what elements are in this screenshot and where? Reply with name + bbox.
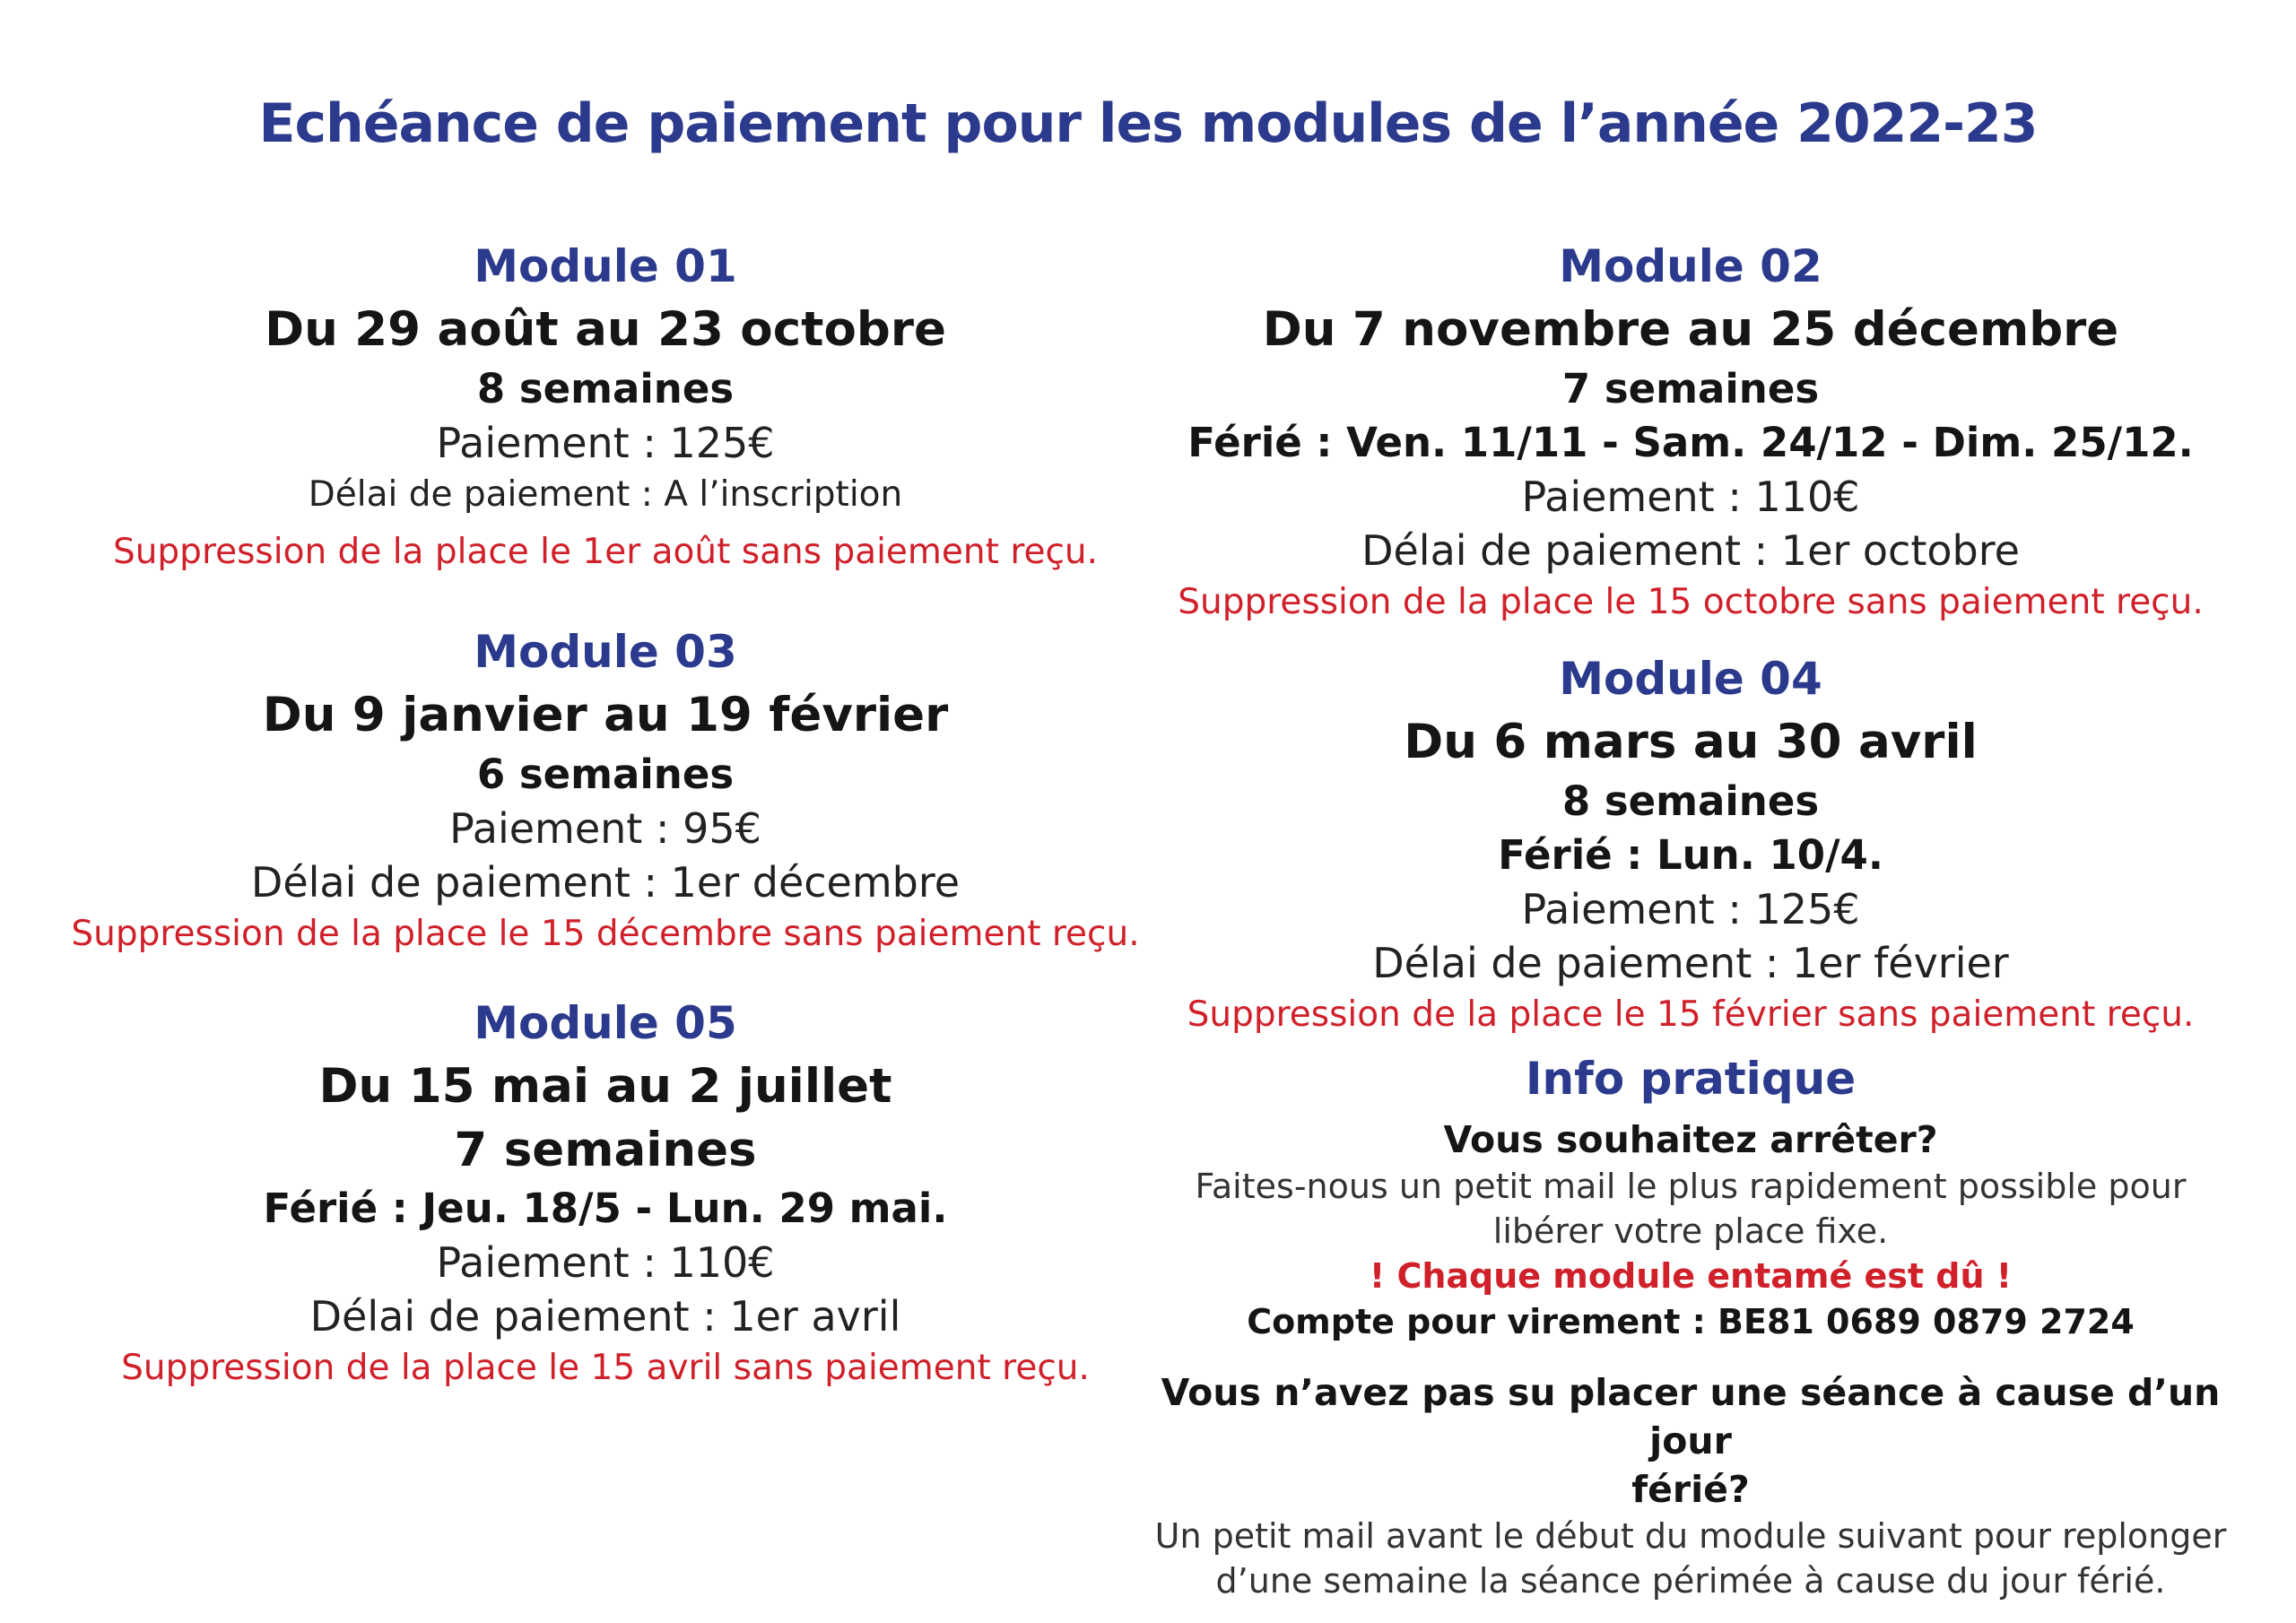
holiday-question-line: férié? — [1631, 1468, 1750, 1511]
module-suppression-notice: Suppression de la place le 15 décembre sans paiement reçu. — [71, 914, 1140, 954]
module-payment: Paiement : 110€ — [436, 1238, 775, 1287]
module-payment-delay: Délai de paiement : 1er décembre — [250, 858, 961, 907]
stop-question: Vous souhaitez arrêter? — [1443, 1118, 1938, 1161]
module-dates: Du 9 janvier au 19 février — [262, 688, 949, 742]
holiday-instructions-line: d’une semaine la séance périmée à cause du jour férié. — [1215, 1561, 2166, 1601]
stop-instructions-line: Faites-nous un petit mail le plus rapidement possible pour — [1195, 1167, 2187, 1206]
warning-notice: ! Chaque module entamé est dû ! — [1369, 1256, 2013, 1296]
module-05 — [36, 992, 1175, 1393]
left-column — [36, 235, 1175, 1393]
stop-instructions — [1121, 1164, 2260, 1254]
module-payment: Paiement : 125€ — [436, 419, 775, 467]
module-weeks: 7 semaines — [1561, 365, 1820, 412]
module-03 — [36, 621, 1175, 959]
module-holidays: Férié : Lun. 10/4. — [1498, 831, 1883, 879]
module-suppression-notice: Suppression de la place le 15 février sans paiement reçu. — [1187, 994, 2195, 1035]
module-weeks: 8 semaines — [1561, 777, 1820, 825]
module-title: Module 02 — [1559, 240, 1822, 292]
module-dates: Du 29 août au 23 octobre — [265, 302, 946, 357]
module-suppression-notice: Suppression de la place le 1er août sans paiement reçu. — [112, 532, 1099, 572]
module-suppression-notice: Suppression de la place le 15 octobre sans paiement reçu. — [1178, 582, 2204, 622]
module-holidays: Férié : Jeu. 18/5 - Lun. 29 mai. — [263, 1185, 948, 1232]
module-01 — [36, 235, 1175, 577]
module-payment-delay: Délai de paiement : 1er octobre — [1361, 526, 2020, 575]
holiday-instructions — [1121, 1514, 2260, 1603]
holiday-question — [1121, 1368, 2260, 1514]
module-payment-delay: Délai de paiement : A l’inscription — [308, 474, 903, 515]
stop-instructions-line: libérer votre place fixe. — [1492, 1211, 1889, 1251]
module-dates: Du 6 mars au 30 avril — [1404, 715, 1978, 769]
module-title: Module 01 — [474, 240, 737, 292]
bank-account: Compte pour virement : BE81 0689 0879 2724 — [1247, 1302, 2135, 1341]
info-title: Info pratique — [1525, 1053, 1857, 1105]
module-payment: Paiement : 110€ — [1521, 473, 1860, 521]
module-title: Module 04 — [1559, 653, 1822, 705]
module-payment: Paiement : 95€ — [449, 804, 761, 853]
module-holidays: Férié : Ven. 11/11 - Sam. 24/12 - Dim. 25/12. — [1187, 419, 2194, 466]
info-section — [1121, 1047, 2260, 1603]
page-title: Echéance de paiement pour les modules de l’année 2022-23 — [258, 92, 2038, 155]
module-weeks: 8 semaines — [476, 365, 735, 412]
module-title: Module 03 — [474, 626, 737, 678]
module-payment-delay: Délai de paiement : 1er avril — [309, 1292, 901, 1341]
module-weeks: 7 semaines — [454, 1123, 757, 1177]
module-payment-delay: Délai de paiement : 1er février — [1372, 939, 2009, 987]
module-dates: Du 7 novembre au 25 décembre — [1262, 302, 2119, 357]
module-weeks: 6 semaines — [476, 751, 735, 798]
module-payment: Paiement : 125€ — [1521, 885, 1860, 933]
holiday-question-line: Vous n’avez pas su placer une séance à cause d’un jour — [1161, 1371, 2221, 1462]
module-dates: Du 15 mai au 2 juillet — [318, 1059, 892, 1114]
holiday-instructions-line: Un petit mail avant le début du module suivant pour replonger — [1154, 1516, 2227, 1556]
module-suppression-notice: Suppression de la place le 15 avril sans paiement reçu. — [121, 1348, 1090, 1388]
module-title: Module 05 — [474, 997, 737, 1049]
module-02 — [1121, 235, 2260, 628]
module-04 — [1121, 647, 2260, 1040]
right-column — [1121, 235, 2260, 1603]
